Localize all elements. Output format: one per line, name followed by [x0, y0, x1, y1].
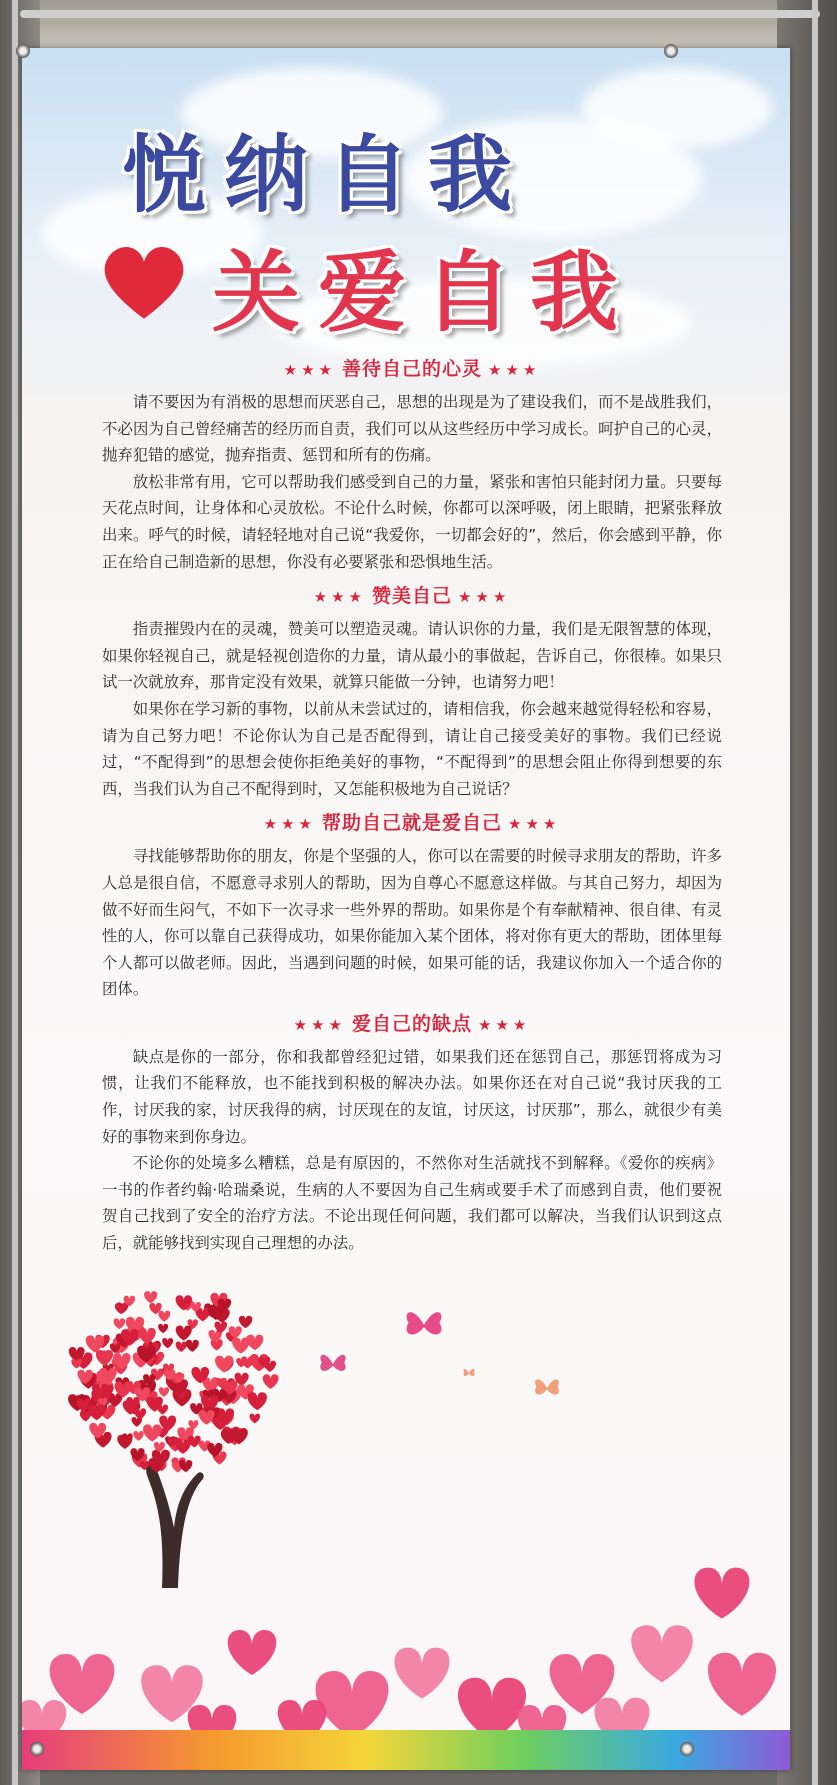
poster-banner — [22, 48, 790, 1770]
title-char: 悦纳自我 — [122, 125, 531, 224]
decor-heart — [316, 1671, 389, 1738]
section-heading-text: 赞美自己 — [371, 585, 452, 608]
tree-heart — [133, 1431, 143, 1441]
tree-heart — [159, 1387, 169, 1397]
decor-heart — [394, 1648, 449, 1699]
decor-heart — [458, 1678, 526, 1738]
section-heading-text: 爱自己的缺点 — [351, 1012, 472, 1035]
star-decoration: ★★★ — [458, 588, 511, 607]
tree-heart — [114, 1318, 126, 1329]
section-heading — [102, 354, 722, 381]
stand-pole-left — [12, 0, 18, 1785]
tree-heart — [248, 1392, 267, 1410]
star-decoration: ★★★ — [488, 361, 541, 379]
paragraph: 放松非常有用，它可以帮助我们感受到自己的力量，紧张和害怕只能封闭力量。只要每天花点时间，让身体和心灵放松。不论什么时候，你都可以深呼吸，闭上眼睛，把紧张释放出来。呼气的时候，请轻轻地对自己说“我爱你，一切都会好的”，然后，你会感到平静，你正在给自己制造新的思想，你没有必要紧张和恐惧地生活。 — [102, 472, 722, 571]
paragraph: 缺点是你的一部分，你和我都曾经犯过错，如果我们还在惩罚自己，那惩罚将成为习惯，让我们不能释放，也不能找到积极的解决办法。如果你还在对自己说“我讨厌我的工作，讨厌我的家，讨厌我得的病，讨厌现在的友谊，讨厌这，讨厌那”，那么，就很少有美好的事物来到你身边。 — [102, 1047, 722, 1146]
decor-heart — [708, 1653, 776, 1716]
decor-heart — [228, 1630, 277, 1675]
tree-heart — [144, 1291, 157, 1303]
section-heading-text: 帮助自己就是爱自己 — [321, 812, 502, 835]
tree-heart — [232, 1337, 249, 1353]
paragraph: 指责摧毁内在的灵魂，赞美可以塑造灵魂。请认识你的力量，我们是无限智慧的体现，如果你轻视自己，就是轻视创造你的力量，请从最小的事做起，告诉自己，你很棒。如果只试一次就放弃，那肯定没有效果，就算只能做一分钟，也请努力吧！ — [102, 620, 722, 692]
tree-heart — [264, 1361, 276, 1372]
tree-heart — [138, 1328, 155, 1344]
butterfly-icon — [317, 1348, 349, 1380]
rainbow-stripe — [22, 1730, 790, 1770]
paragraph: 寻找能够帮助你的朋友，你是个坚强的人，你可以在需要的时候寻求朋友的帮助，许多人总是很自信，不愿意寻求别人的帮助，因为自尊心不愿意这样做。与其自己努力，却因为做不好而生闷气，不如下一次寻求一些外界的帮助。如果你是个有奉献精神、很自律、有灵性的人，你可以靠自己获得成功，如果你能加入某个团体，将对你有更大的帮助，团体里每个人都可以做老师。因此，当遇到问题的时候，如果可能的话，我建议你加入一个适合你的团体。 — [102, 847, 722, 999]
star-decoration: ★★★ — [263, 815, 316, 834]
tree-heart — [143, 1424, 162, 1441]
decor-heart — [694, 1568, 749, 1619]
title-line-2: 关爱自我 — [212, 240, 637, 344]
grommet — [30, 1742, 44, 1756]
tree-heart — [176, 1326, 192, 1341]
tree-heart — [176, 1342, 187, 1352]
background-wall — [0, 0, 837, 50]
section-heading-text: 善待自己的心灵 — [341, 358, 482, 380]
tree-heart — [86, 1335, 105, 1352]
butterfly-icon — [532, 1373, 562, 1403]
hearts-decoration — [22, 1528, 790, 1738]
section-heading — [102, 1009, 722, 1036]
tree-heart — [158, 1324, 168, 1333]
star-decoration: ★★★ — [478, 1015, 531, 1034]
tree-heart — [162, 1338, 173, 1348]
paragraph: 请不要因为有消极的思想而厌恶自己，思想的出现是为了建设我们，而不是战胜我们，不必因为自己曾经痛苦的经历而自责，我们可以从这些经历中学习成长。呵护自己的心灵，抛弃犯错的感觉，抛弃指责、惩罚和所有的伤痛。 — [102, 393, 722, 465]
tree-heart — [239, 1316, 252, 1328]
section-heading — [102, 581, 722, 608]
stand-crossbar — [20, 10, 820, 18]
grommet — [16, 44, 30, 58]
butterfly-icon — [462, 1366, 476, 1380]
decor-heart — [631, 1625, 693, 1682]
star-decoration: ★★★ — [293, 1015, 346, 1034]
cloud — [582, 68, 772, 148]
tree-heart — [215, 1356, 233, 1373]
star-decoration: ★★★ — [283, 361, 336, 379]
tree-heart — [158, 1311, 170, 1322]
title-line-1 — [122, 108, 530, 229]
tree-heart — [186, 1340, 199, 1352]
stand-pole-right — [812, 0, 818, 1785]
star-decoration: ★★★ — [313, 588, 366, 607]
butterfly-icon — [402, 1303, 446, 1347]
paragraph: 不论你的处境多么糟糕，总是有原因的，不然你对生活就找不到解释。《爱你的疾病》一书的作者约翰·哈瑞桑说，生病的人不要因为自己生病或要手术了而感到自责，他们要祝贺自己找到了安全的治疗方法。不论出现任何问题，我们都可以解决，当我们认识到这点后，就能够找到实现自己理想的办法。 — [102, 1154, 722, 1253]
paragraph: 如果你在学习新的事物，以前从未尝试过的，请相信我，你会越来越觉得轻松和容易，请为自己努力吧！不论你认为自己是否配得到，请让自己接受美好的事物。我们已经说过，“不配得到”的思想会使你拒绝美好的事物，“不配得到”的思想会阻止你得到想要的东西，当我们认为自己不配得到时，又怎能积极地为自己说话？ — [102, 699, 722, 798]
heart-icon — [98, 236, 190, 328]
tree-heart — [263, 1374, 279, 1389]
star-decoration: ★★★ — [508, 815, 561, 834]
grommet — [664, 44, 678, 58]
tree-heart — [250, 1414, 261, 1424]
grommet — [680, 1742, 694, 1756]
article-body — [102, 348, 722, 1257]
tree-heart — [157, 1405, 168, 1415]
section-heading — [102, 808, 722, 835]
